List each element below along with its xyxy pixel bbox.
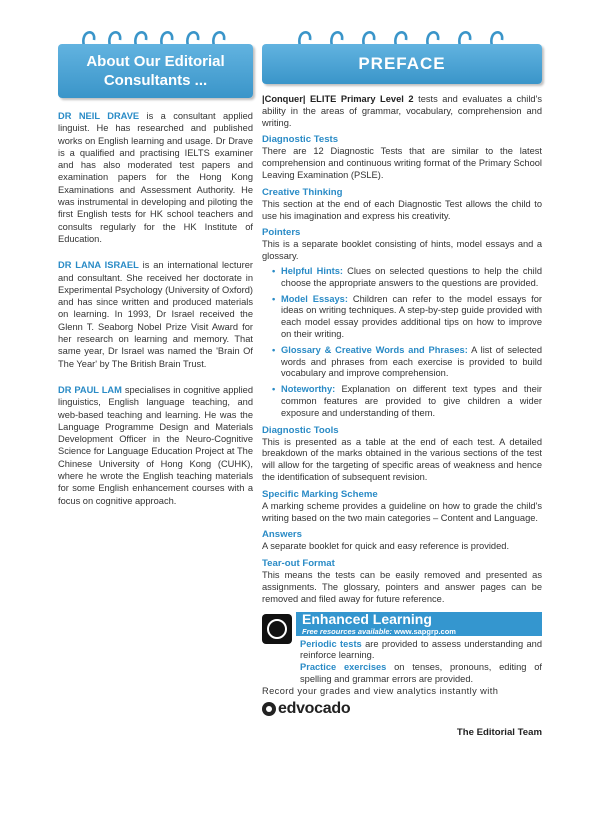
preface-header [262,30,542,88]
section-text: This means the tests can be easily removed and presented as assignments. The glossary, pointers and answer pages can be removed and filed away for future reference. [262,570,542,604]
free-resources-label: Free resources available: [302,626,395,636]
section-title: Pointers [262,227,301,239]
item-term: Periodic tests [300,638,362,649]
pointer-text: Explanation on different text types and their common features are provided to give children a wider exposure and understanding of them. [281,384,542,418]
bullet-icon: • [272,265,276,276]
preface-body [262,94,542,739]
list-item [272,294,542,341]
list-item [300,639,542,663]
list-item [272,345,542,380]
intro-text: tests and evaluates a child's ability in the areas of grammar, vocabulary, comprehension and writing. [262,94,542,128]
enhanced-learning-title: Enhanced Learning [302,610,432,627]
enhanced-learning-banner [296,612,542,636]
item-text: are provided to assess understanding and reinforce learning. [300,638,542,661]
section-text: A separate booklet for quick and easy reference is provided. [262,541,510,552]
right-column [262,0,542,739]
consultants-title: About Our Editorial Consultants ... [58,44,253,98]
bio-paul-lam [58,384,253,507]
section-title: Tear-out Format [262,558,335,570]
bio-neil-drave [58,110,253,245]
edvocado-icon [262,702,276,716]
pointer-text: A list of selected words and phrases from each exercise is provided to build vocabulary and improve comprehension. [281,344,542,379]
section-text: This section at the end of each Diagnostic Test allows the child to use his imagination and express his creativity. [262,198,542,221]
section-title: Diagnostic Tests [262,134,339,146]
consultants-bios [58,110,253,507]
edvocado-wordmark: edvocado [278,700,351,718]
enhanced-learning-subtitle [302,627,542,636]
product-name: |Conquer| ELITE Primary Level 2 [262,94,414,104]
list-item [272,384,542,419]
pointer-term: Glossary & Creative Words and Phrases: [281,344,468,355]
preface-intro [262,94,542,129]
consultants-header [58,30,253,100]
bullet-icon: • [272,344,276,355]
section-title: Diagnostic Tools [262,424,339,436]
item-term: Practice exercises [300,662,387,673]
bullet-icon: • [272,293,276,304]
section-title: Creative Thinking [262,186,343,198]
enhanced-learning-items [300,639,542,686]
bio-lana-israel [58,259,253,370]
left-column [58,0,253,521]
list-item [272,266,542,290]
section-text: This is a separate booklet consisting of hints, model essays and a glossary. [262,239,542,262]
bio-text: is a consultant applied linguist. He has researched and published works on English learning and usage. Dr Drave is a qualified and practising IELTS examiner and has also moderated test papers and examination papers for the Hong Kong Examinations and Assessment Authority. He was instrumental in developing and piloting the first English tests for HK school teachers and consults regularly for the HK Institute of Education. [58,111,253,244]
section-title: Answers [262,529,302,541]
item-text: on tenses, pronouns, editing of spelling and grammar errors are provided. [300,662,542,684]
record-grades-text: Record your grades and view analytics instantly with [262,685,499,696]
bio-name: DR PAUL LAM [58,384,122,395]
list-item [300,662,542,686]
pointer-text: Children can refer to the model essays for ideas on writing techniques. A step-by-step guide provided with each model essay provides additional tips on how to improve on their writing. [281,293,542,339]
preface-title: PREFACE [262,44,542,84]
section-title: Specific Marking Scheme [262,488,378,500]
pointer-text: Clues on selected questions to help the child choose the appropriate answers to the questions are provided. [281,265,542,288]
bio-name: DR LANA ISRAEL [58,260,139,271]
bio-text: is an international lecturer and consultant. She received her doctorate in Experimental Psychology (University of Oxford) and has since written and produced materials on learning. In 1993, Dr Israel received the Glenn T. Seaborg Nobel Prize Visit Award for her research on learning and memory. That same year, Dr Israel was named the 'Brain Of The Year' by The British Brain Trust. [58,260,253,369]
section-text: There are 12 Diagnostic Tests that are similar to the latest comprehension and continuous writing format of the Primary School Leaving Examination (PSLE). [262,146,542,180]
enhanced-learning-logo-icon [262,614,292,644]
bio-name: DR NEIL DRAVE [58,111,140,121]
pointers-list [262,266,542,420]
bullet-icon: • [272,384,276,395]
bio-text: specialises in cognitive applied linguistics, English language teaching, and web-based teaching and learning. He was the Language Programme Design and Materials Development Officer in the Neuro-Cognitive Science for Language Education Project at The Chinese University of Hong Kong (CUHK), where he wrote the English teaching materials for some English enhancement courses with a focus on cognitive approach. [58,384,254,506]
website-link[interactable]: www.sapgrp.com [394,626,456,636]
edvocado-logo [262,699,542,719]
signature: The Editorial Team [456,727,542,739]
section-text: This is presented as a table at the end of each test. A detailed breakdown of the marks obtained in the various sections of the test will allow for the targeting of specific areas of weakness and hence the identification of subsequent revision. [262,436,542,482]
section-text: A marking scheme provides a guideline on how to grade the child's writing based on the two main categories – Content and Language. [262,500,542,523]
enhanced-learning-box [262,612,542,686]
pointer-term: Noteworthy: [281,384,336,395]
pointer-term: Model Essays: [281,293,348,304]
pointer-term: Helpful Hints: [281,265,343,276]
